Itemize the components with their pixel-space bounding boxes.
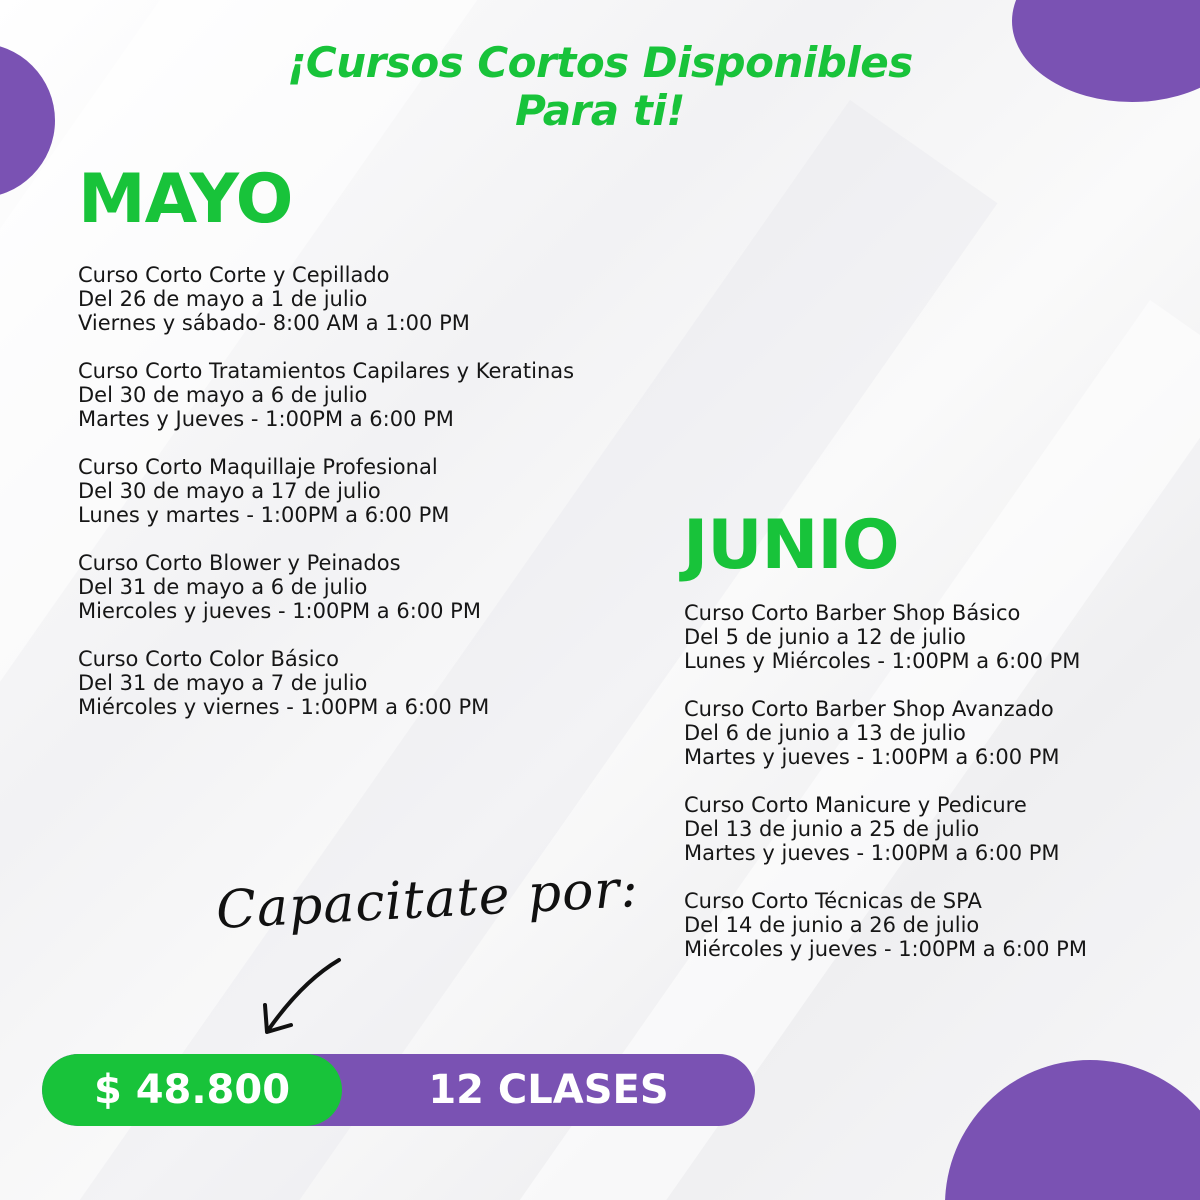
course-item (78, 455, 574, 527)
course-item (78, 647, 574, 719)
decorative-circle-bottom-right (945, 1060, 1200, 1200)
course-dates: Del 5 de junio a 12 de julio (684, 625, 966, 649)
course-schedule: Lunes y martes - 1:00PM a 6:00 PM (78, 503, 450, 527)
course-dates: Del 31 de mayo a 7 de julio (78, 671, 368, 695)
course-name: Curso Corto Corte y Cepillado (78, 263, 390, 287)
course-dates: Del 14 de junio a 26 de julio (684, 913, 980, 937)
classes-label: 12 CLASES (428, 1067, 669, 1113)
course-item (684, 889, 1087, 961)
course-schedule: Miércoles y viernes - 1:00PM a 6:00 PM (78, 695, 490, 719)
course-dates: Del 13 de junio a 25 de julio (684, 817, 980, 841)
course-list-mayo (78, 263, 574, 743)
course-schedule: Martes y jueves - 1:00PM a 6:00 PM (684, 841, 1060, 865)
course-name: Curso Corto Blower y Peinados (78, 551, 401, 575)
capacitate-script-text: Capacitate por: (214, 858, 641, 942)
month-heading-junio: JUNIO (683, 506, 899, 585)
course-schedule: Viernes y sábado- 8:00 AM a 1:00 PM (78, 311, 470, 335)
price-banner (42, 1054, 755, 1126)
course-name: Curso Corto Técnicas de SPA (684, 889, 982, 913)
course-schedule: Miércoles y jueves - 1:00PM a 6:00 PM (684, 937, 1087, 961)
course-schedule: Martes y jueves - 1:00PM a 6:00 PM (684, 745, 1060, 769)
course-name: Curso Corto Maquillaje Profesional (78, 455, 438, 479)
course-schedule: Lunes y Miércoles - 1:00PM a 6:00 PM (684, 649, 1081, 673)
month-heading-mayo: MAYO (78, 160, 293, 239)
course-dates: Del 30 de mayo a 6 de julio (78, 383, 368, 407)
course-schedule: Miercoles y jueves - 1:00PM a 6:00 PM (78, 599, 481, 623)
page-title-line-2: Para ti! (515, 86, 685, 135)
course-dates: Del 6 de junio a 13 de julio (684, 721, 966, 745)
course-name: Curso Corto Manicure y Pedicure (684, 793, 1027, 817)
course-item (78, 359, 574, 431)
course-dates: Del 26 de mayo a 1 de julio (78, 287, 368, 311)
course-name: Curso Corto Barber Shop Avanzado (684, 697, 1054, 721)
course-name: Curso Corto Barber Shop Básico (684, 601, 1021, 625)
course-dates: Del 30 de mayo a 17 de julio (78, 479, 381, 503)
arrow-down-left-icon (255, 955, 355, 1040)
course-item (78, 551, 574, 623)
course-item (684, 601, 1087, 673)
price-label: $ 48.800 (42, 1054, 342, 1126)
decorative-circle-top-right (1012, 0, 1200, 102)
course-item (684, 793, 1087, 865)
course-name: Curso Corto Color Básico (78, 647, 339, 671)
page-title-line-1: ¡Cursos Cortos Disponibles (287, 38, 913, 87)
course-list-junio (684, 601, 1087, 985)
course-schedule: Martes y Jueves - 1:00PM a 6:00 PM (78, 407, 454, 431)
course-dates: Del 31 de mayo a 6 de julio (78, 575, 368, 599)
course-item (684, 697, 1087, 769)
course-name: Curso Corto Tratamientos Capilares y Keratinas (78, 359, 575, 383)
course-item (78, 263, 574, 335)
